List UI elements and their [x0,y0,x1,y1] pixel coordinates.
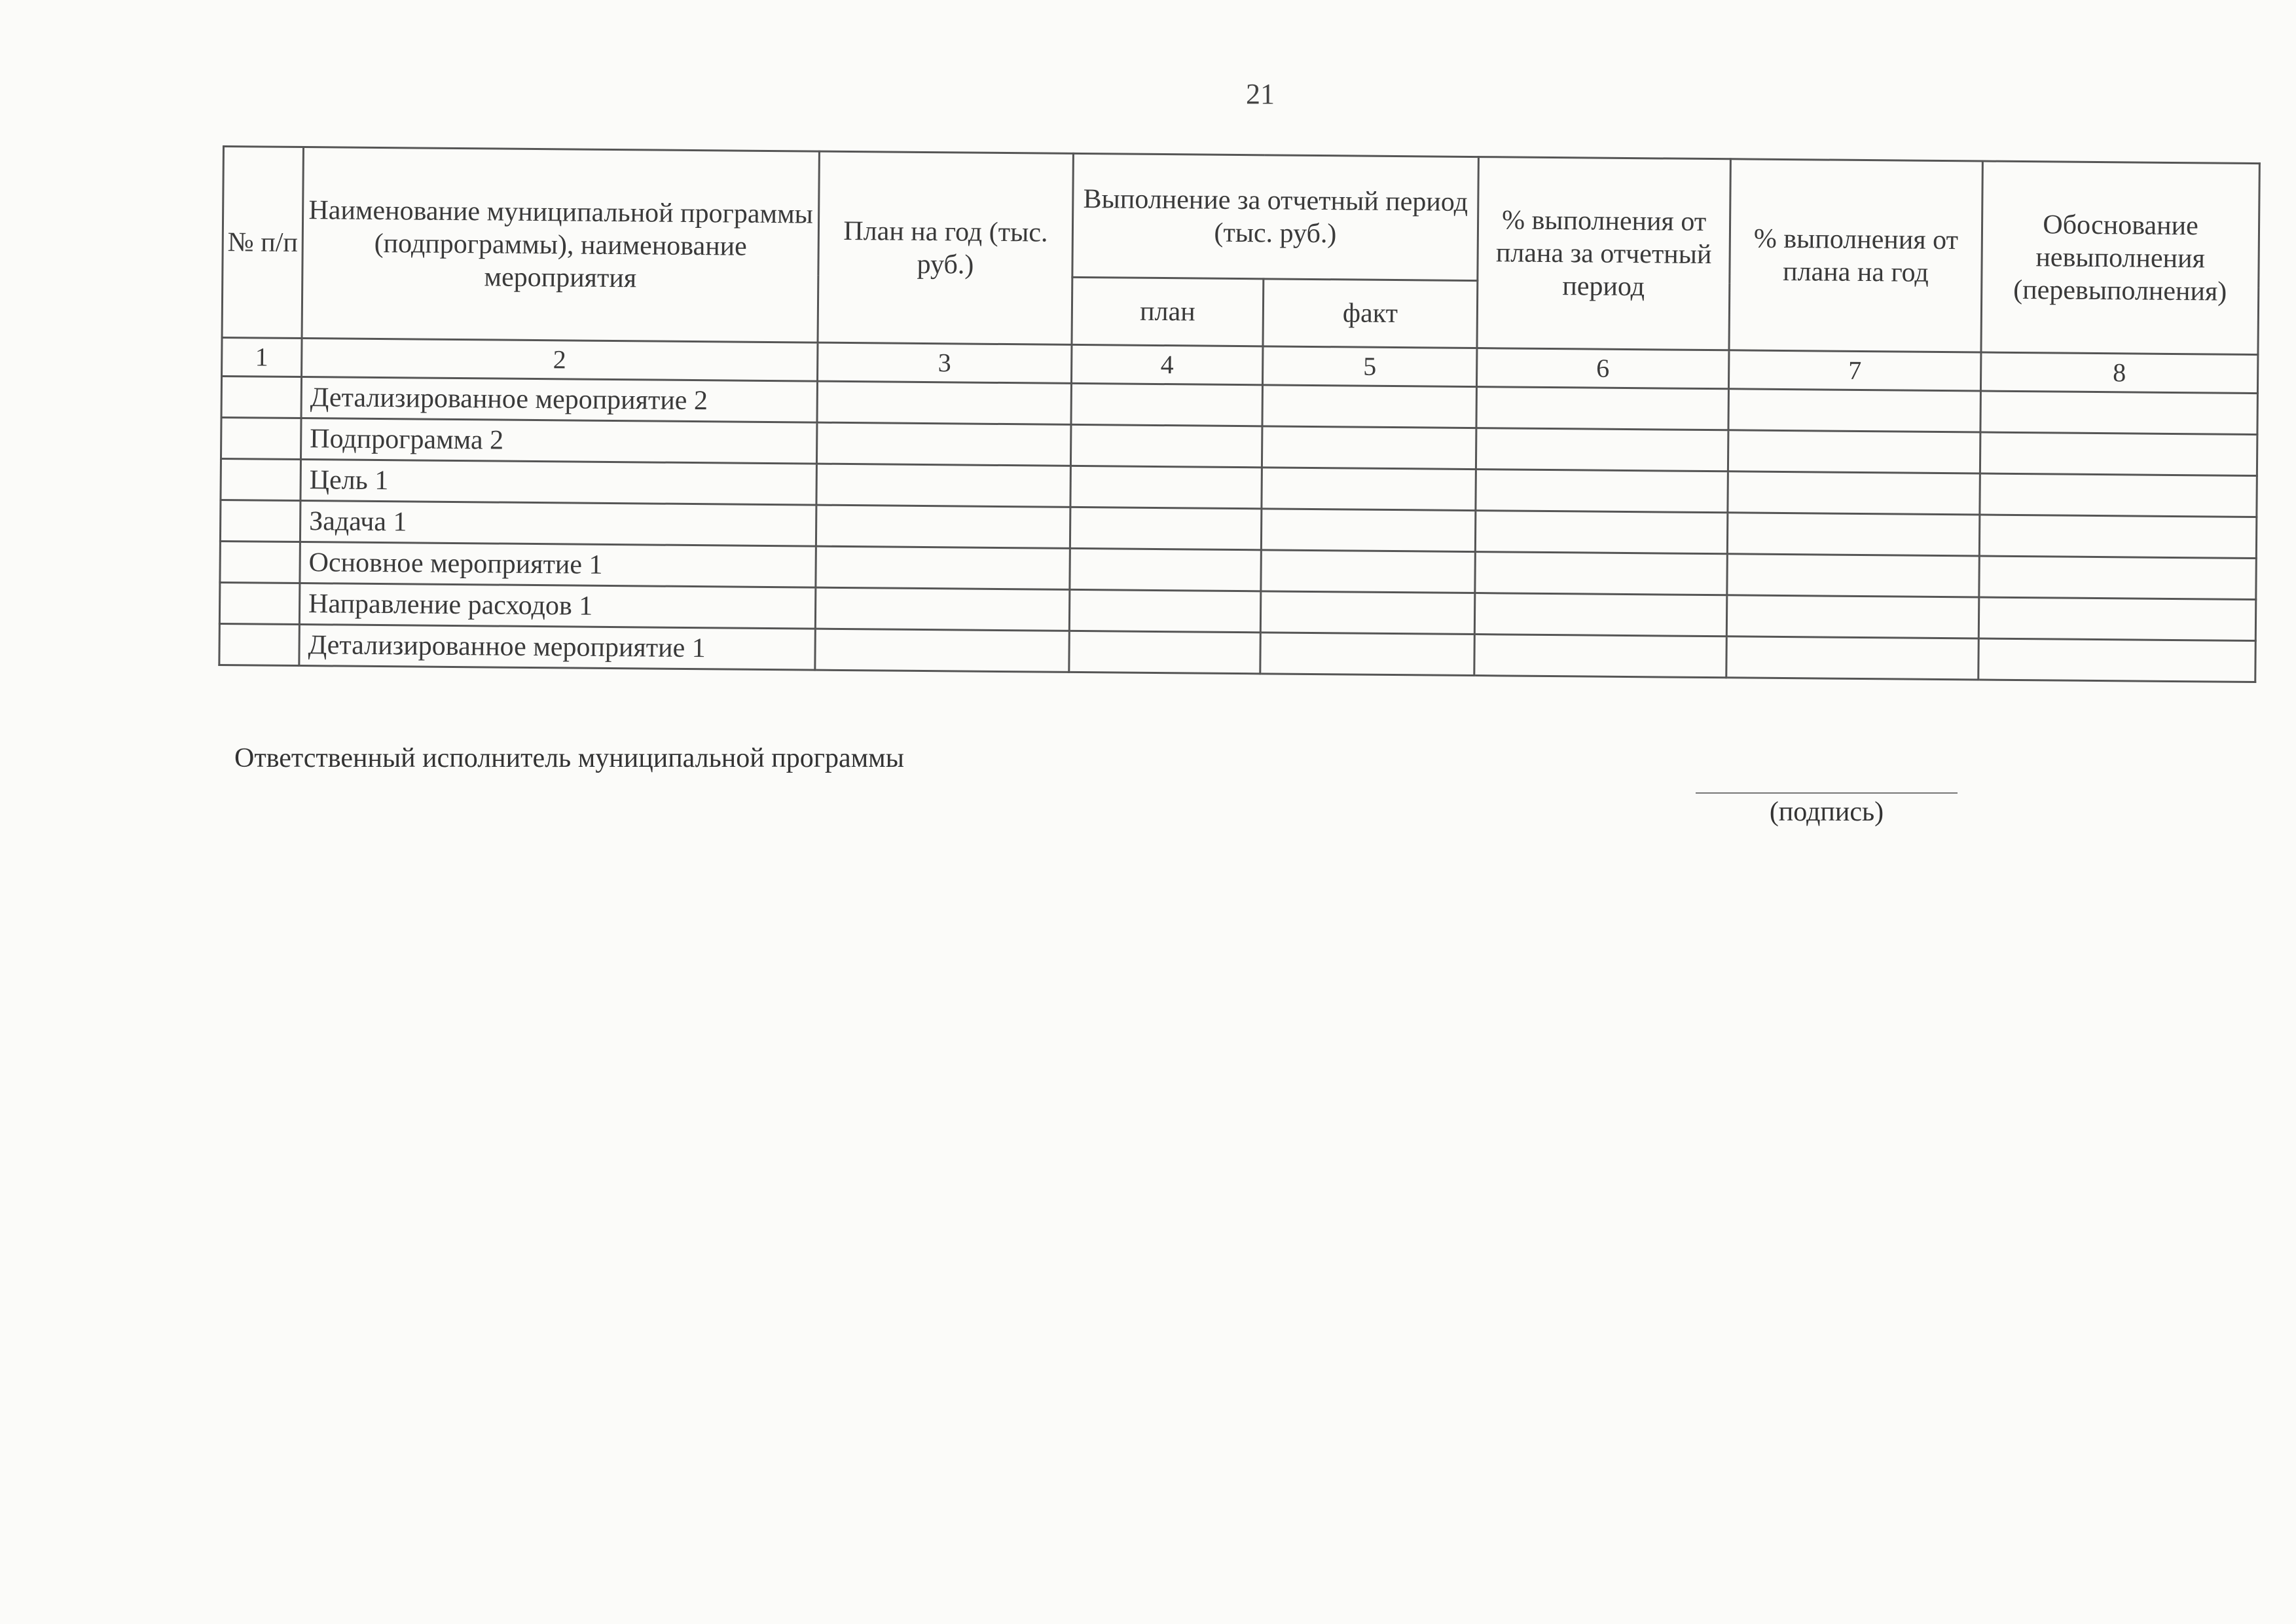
plan-year-cell [816,546,1070,589]
signature-line [1696,792,1958,794]
column-number: 8 [1980,352,2257,394]
header-justification: Обоснование невыполнения (перевыполнения) [1981,161,2259,355]
percent-year-cell [1726,595,1979,638]
column-number: 7 [1728,350,1980,391]
plan-year-cell [816,464,1071,507]
justification-cell [1980,432,2257,476]
row-number-cell [221,417,301,459]
percent-year-cell [1727,554,1980,597]
percent-year-cell [1728,389,1981,432]
row-number-cell [220,500,301,542]
plan-period-cell [1070,548,1262,591]
fact-period-cell [1262,426,1476,470]
row-name-cell: Основное мероприятие 1 [300,542,816,588]
justification-cell [1979,515,2257,559]
fact-period-cell [1261,509,1476,552]
page-number: 21 [1246,78,1275,110]
fact-period-cell [1261,550,1476,593]
header-fact: факт [1263,279,1478,348]
fact-period-cell [1262,468,1476,511]
percent-year-cell [1727,513,1980,556]
percent-year-cell [1728,430,1980,473]
responsible-executor-label: Ответственный исполнитель муниципальной программы [234,743,904,773]
row-name-cell: Цель 1 [301,460,817,506]
row-name-cell: Направление расходов 1 [299,583,816,629]
percent-year-cell [1728,471,1980,515]
percent-year-cell [1726,637,1979,680]
fact-period-cell [1260,633,1475,676]
plan-year-cell [817,381,1072,424]
row-number-cell [221,458,301,500]
percent-period-cell [1475,552,1728,595]
column-number: 1 [222,338,302,377]
row-name-cell: Детализированное мероприятие 1 [299,625,816,671]
justification-cell [1979,556,2257,600]
column-number: 5 [1262,346,1476,387]
column-number: 4 [1072,344,1263,384]
percent-period-cell [1474,635,1727,678]
percent-period-cell [1474,593,1727,637]
plan-period-cell [1071,383,1263,426]
fact-period-cell [1262,385,1477,428]
header-percent-year: % выполнения от плана на год [1729,159,1982,352]
column-number: 6 [1476,348,1728,389]
header-execution-period: Выполнение за отчетный период (тыс. руб.) [1072,153,1479,280]
justification-cell [1980,391,2258,435]
plan-year-cell [815,629,1070,672]
header-number: № п/п [222,147,303,339]
header-percent-period: % выполнения от плана за отчетный период [1477,157,1730,350]
plan-year-cell [815,587,1070,631]
header-program-name: Наименование муниципальной программы (подпрограммы), наименование мероприятия [302,147,819,343]
row-number-cell [219,582,300,624]
row-name-cell: Детализированное мероприятие 2 [301,377,818,423]
justification-cell [1978,597,2256,641]
plan-period-cell [1070,507,1262,549]
percent-period-cell [1476,387,1729,430]
header-plan-year: План на год (тыс. руб.) [818,151,1073,344]
plan-period-cell [1069,631,1261,673]
report-table [218,145,2261,683]
row-number-cell [220,541,301,583]
plan-year-cell [816,422,1071,466]
percent-period-cell [1475,511,1728,554]
header-plan: план [1072,277,1264,346]
signature-label: (подпись) [1769,797,1884,827]
justification-cell [1980,473,2257,517]
justification-cell [1978,638,2256,682]
percent-period-cell [1476,428,1728,471]
plan-period-cell [1069,589,1261,632]
fact-period-cell [1260,591,1475,635]
row-name-cell: Задача 1 [300,501,816,547]
row-number-cell [221,377,302,418]
percent-period-cell [1476,470,1728,513]
plan-year-cell [816,505,1070,548]
plan-period-cell [1070,424,1262,467]
column-number: 2 [302,339,818,382]
row-number-cell [219,623,300,665]
column-number: 3 [818,342,1072,383]
plan-period-cell [1070,466,1262,508]
row-name-cell: Подпрограмма 2 [301,418,817,464]
